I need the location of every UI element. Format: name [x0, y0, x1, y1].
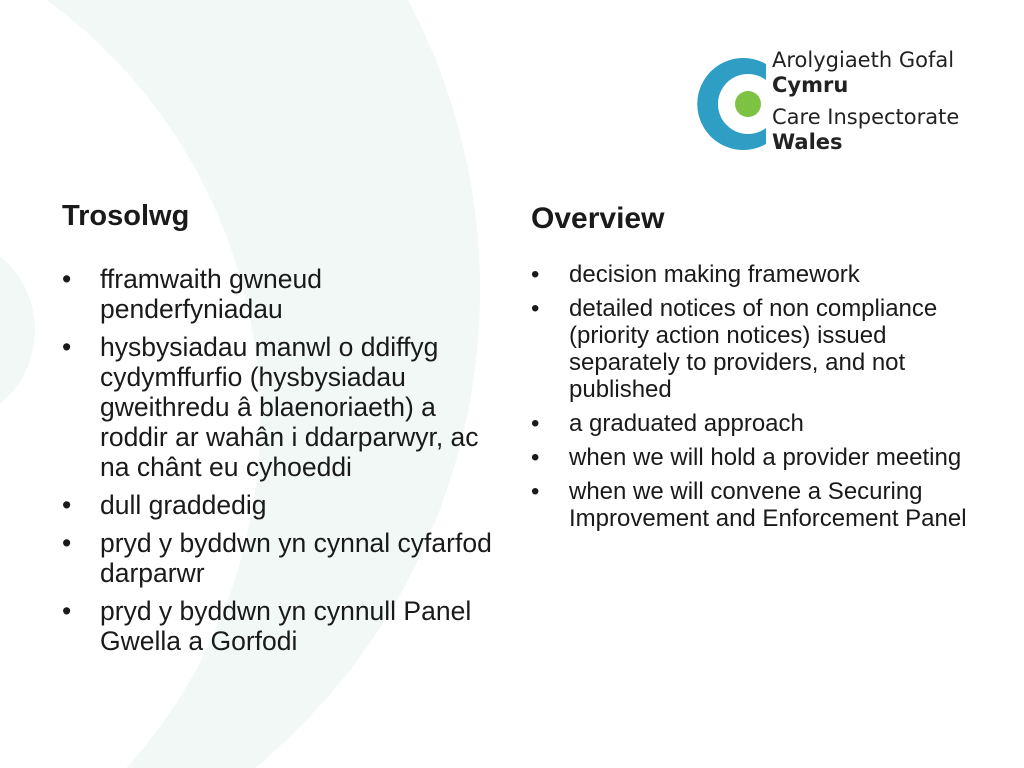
bullet-icon: • [62, 596, 72, 626]
bullet-icon: • [62, 490, 72, 520]
list-item-text: hysbysiadau manwl o ddiffyg cydymffurfio (hysbysiadau gweithredu â blaenoriaeth) a roddir ar wahân i ddarparwyr, ac na chânt eu cyhoeddi [100, 332, 479, 482]
list-item [62, 264, 492, 324]
list-item-text: pryd y byddwn yn cynnal cyfarfod darparwr [100, 528, 492, 588]
bullet-icon: • [531, 478, 540, 505]
list-item-text: dull graddedig [100, 490, 267, 520]
list-item-text: pryd y byddwn yn cynnull Panel Gwella a Gorfodi [100, 596, 472, 656]
welsh-column [62, 198, 492, 664]
list-item [62, 332, 492, 482]
list-item-text: decision making framework [569, 261, 860, 288]
english-heading: Overview [531, 202, 665, 235]
list-item-text: when we will hold a provider meeting [569, 444, 962, 471]
logo-line-english: Care Inspectorate [772, 105, 960, 129]
bullet-icon: • [531, 444, 540, 471]
bullet-icon: • [62, 264, 72, 294]
bullet-icon: • [62, 332, 72, 362]
list-item [531, 295, 971, 403]
list-item [62, 596, 492, 656]
welsh-bullet-list [62, 264, 492, 656]
list-item [531, 444, 971, 471]
bullet-icon: • [62, 528, 72, 558]
list-item-text: detailed notices of non compliance (priority action notices) issued separately to providers, and not published [569, 295, 938, 403]
bullet-icon: • [531, 410, 540, 437]
list-item-text: when we will convene a Securing Improvement and Enforcement Panel [569, 478, 967, 532]
english-column [531, 201, 971, 539]
list-item-text: fframwaith gwneud penderfyniadau [100, 264, 322, 324]
list-item [62, 490, 492, 520]
logo-line-wales: Wales [772, 130, 843, 154]
cymru-logo [688, 44, 988, 164]
bullet-icon: • [531, 295, 540, 322]
welsh-heading: Trosolwg [62, 200, 190, 232]
list-item [62, 528, 492, 588]
bullet-icon: • [531, 261, 540, 288]
logo-wordmark [772, 48, 959, 155]
list-item [531, 261, 971, 288]
list-item [531, 410, 971, 437]
english-bullet-list [531, 261, 971, 532]
logo-line-cymru: Cymru [772, 73, 849, 97]
list-item-text: a graduated approach [569, 410, 804, 437]
list-item [531, 478, 971, 532]
logo-line-welsh: Arolygiaeth Gofal [772, 48, 955, 72]
